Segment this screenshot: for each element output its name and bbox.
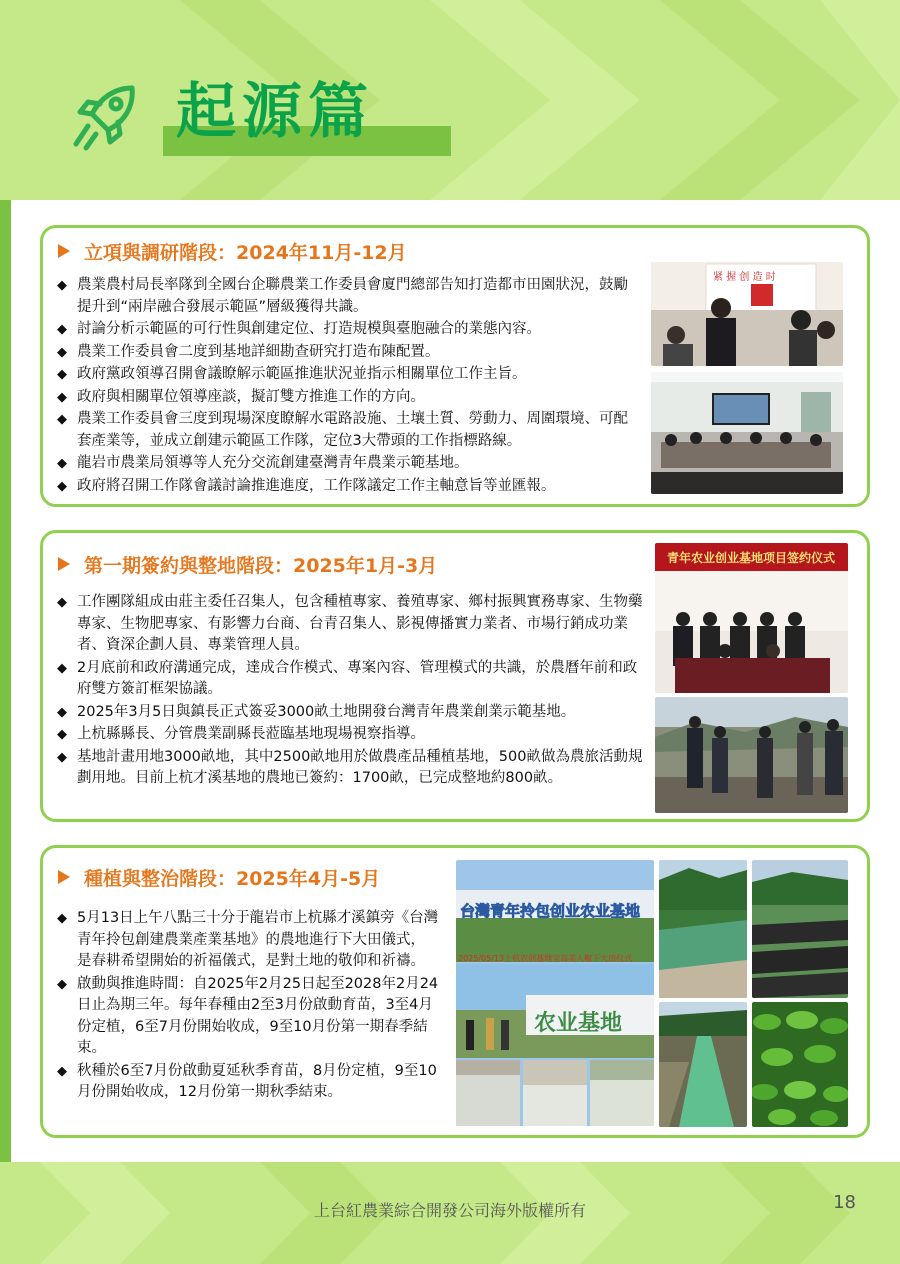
triangle-bullet-icon bbox=[58, 870, 70, 884]
section-heading-2 bbox=[58, 551, 437, 578]
list-item: ◆ 農業工作委員會二度到基地詳細勘查研究打造布陳配置。 bbox=[57, 342, 639, 364]
list-item: ◆ 討論分析示範區的可行性與創建定位、打造規模與臺胞融合的業態內容。 bbox=[57, 319, 639, 341]
list-item: ◆ 2025年3月5日與鎮長正式簽妥3000畝土地開發台灣青年農業創業示範基地。 bbox=[57, 702, 647, 724]
rocket-icon bbox=[70, 82, 140, 154]
list-item: ◆ 基地計畫用地3000畝地，其中2500畝地用於做農產品種植基地，500畝做為農旅活動規劃用地。目前上杭才溪基地的農地已簽約：1700畝，已完成整地約800畝。 bbox=[57, 747, 647, 790]
triangle-bullet-icon bbox=[58, 244, 70, 258]
left-accent-bar bbox=[0, 200, 11, 1264]
site-inspection-photo bbox=[655, 697, 848, 813]
poster-text: 紧 握 创 造 时 bbox=[713, 272, 776, 283]
page-title: 起源篇 bbox=[176, 77, 374, 147]
section-2-bullet-list bbox=[57, 592, 647, 791]
photo-caption-text: 2025/05/13上杭农创基地宝岛美人椒下大田仪式 bbox=[458, 954, 633, 963]
field-photo-3 bbox=[659, 1002, 747, 1127]
signing-ceremony-photo bbox=[655, 543, 848, 693]
meeting-photo-2 bbox=[651, 372, 843, 494]
list-item: ◆ 2月底前和政府溝通完成，達成合作模式、專案內容、管理模式的共識，於農曆年前和政府雙方簽訂框架協議。 bbox=[57, 658, 647, 701]
copyright-footer: 上台紅農業綜合開發公司海外版權所有 bbox=[313, 1201, 586, 1220]
list-item: ◆ 秋種於6至7月份啟動夏延秋季育苗，8月份定植，9至10月份開始收成，12月份第一期秋季結束。 bbox=[57, 1061, 439, 1104]
list-item: ◆ 農業工作委員會三度到現場深度瞭解水電路設施、土壤土質、勞動力、周圍環境、可配套產業等，並成立創建示範區工作隊，定位3大帶頭的工作指標路線。 bbox=[57, 409, 639, 452]
section-heading-3-text: 種植與整治階段：2025年4月-5月 bbox=[84, 868, 381, 890]
list-item: ◆ 啟動與推進時間：自2025年2月25日起至2028年2月24日止為期三年。每年春種由2至3月份啟動育苗，3至4月份定植，6至7月份開始收成，9至10月份第一期春季結束。 bbox=[57, 974, 439, 1060]
page-number: 18 bbox=[833, 1192, 856, 1213]
section-heading-2-text: 第一期簽約與整地階段：2025年1月-3月 bbox=[84, 555, 438, 577]
list-item: ◆ 工作團隊組成由莊主委任召集人，包含種植專家、養殖專家、鄉村振興實務專家、生物藥專家、生物肥專家、有影響力台商、台青召集人、影視傳播實力業者、市場行銷成功業者、資深企劃人員、專業管理人員。 bbox=[57, 592, 647, 657]
section-heading-1 bbox=[58, 238, 407, 265]
list-item: ◆ 上杭縣縣長、分管農業副縣長蒞臨基地現場視察指導。 bbox=[57, 724, 647, 746]
field-photo-2 bbox=[752, 860, 848, 998]
list-item: ◆ 5月13日上午八點三十分于龍岩市上杭縣才溪鎮旁《台灣青年拎包創建農業產業基地》的農地進行下大田儀式，是春耕希望開始的祈福儀式，是對土地的敬仰和祈禱。 bbox=[57, 908, 439, 973]
base-sign-2-text: 农业基地 bbox=[534, 1011, 623, 1036]
field-photo-1 bbox=[659, 860, 747, 998]
section-heading-3 bbox=[58, 864, 380, 891]
base-sign-photo-collage bbox=[456, 860, 654, 1126]
base-sign-text: 台灣青年拎包创业农业基地 bbox=[460, 902, 641, 920]
section-heading-1-text: 立項與調研階段：2024年11月-12月 bbox=[84, 242, 407, 264]
section-3-bullet-list bbox=[57, 908, 439, 1105]
triangle-bullet-icon bbox=[58, 557, 70, 571]
list-item: ◆ 政府與相關單位領導座談，擬訂雙方推進工作的方向。 bbox=[57, 387, 639, 409]
list-item: ◆ 龍岩市農業局領導等人充分交流創建臺灣青年農業示範基地。 bbox=[57, 453, 639, 475]
section-1-bullet-list bbox=[57, 275, 639, 498]
list-item: ◆ 政府將召開工作隊會議討論推進進度，工作隊議定工作主軸意旨等並匯報。 bbox=[57, 476, 639, 498]
list-item: ◆ 農業農村局長率隊到全國台企聯農業工作委員會廈門總部告知打造都市田園狀況，鼓勵提升到“兩岸融合發展示範區”層級獲得共識。 bbox=[57, 275, 639, 318]
meeting-photo-1 bbox=[651, 250, 843, 366]
list-item: ◆ 政府黨政領導召開會議瞭解示範區推進狀況並指示相關單位工作主旨。 bbox=[57, 364, 639, 386]
seedling-photo bbox=[752, 1002, 848, 1127]
ceremony-banner-text: 青年农业创业基地项目签约仪式 bbox=[666, 551, 836, 565]
